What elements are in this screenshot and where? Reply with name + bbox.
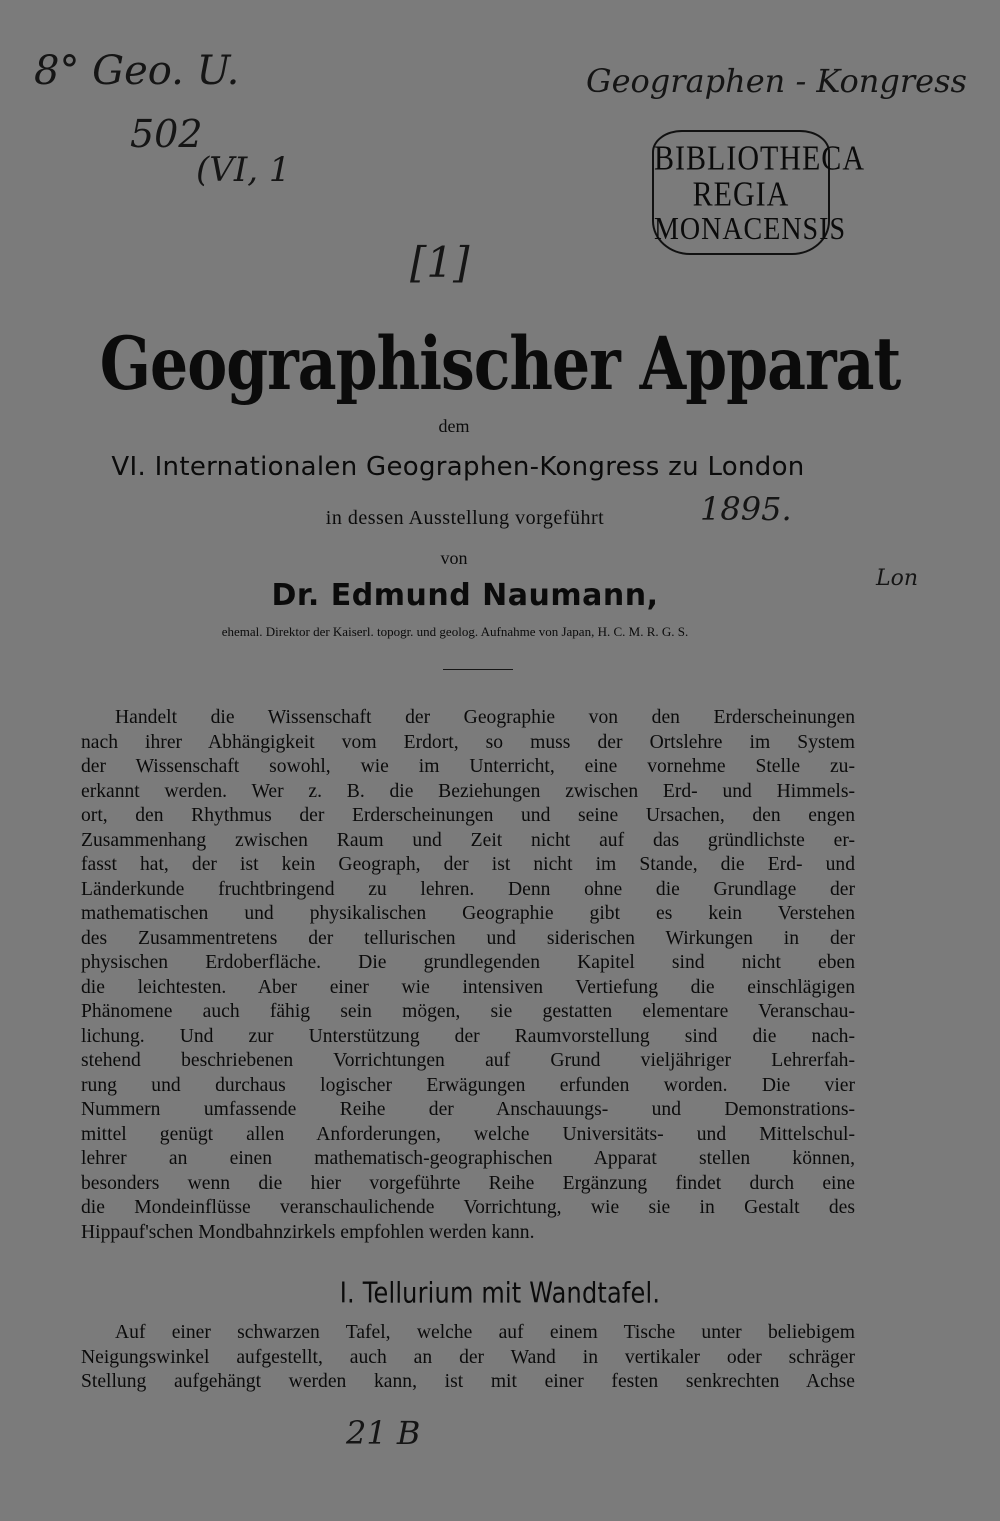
text-line: die Mondeinflüsse veranschaulichende Vorrichtung, wie sie in Gestalt des <box>81 1197 855 1218</box>
side-note: Lon <box>876 566 919 591</box>
presented-line: in dessen Ausstellung vorgeführt <box>325 507 605 529</box>
text-line: der Wissenschaft sowohl, wie im Unterricht, eine vornehme Stelle zu- <box>81 756 855 777</box>
stamp-line-3: MONACENSIS <box>654 211 847 248</box>
shelfmark-volume: (VI, 1 <box>196 150 291 190</box>
bracket-number: [1] <box>410 238 470 287</box>
text-line: Auf einer schwarzen Tafel, welche auf einem Tische unter beliebigem <box>115 1322 855 1343</box>
text-line: lichung. Und zur Unterstützung der Raumvorstellung sind die nach- <box>81 1025 855 1047</box>
text-line: fasst hat, der ist kein Geograph, der ist nicht im Stande, die Erd- und <box>81 854 855 875</box>
text-line: Handelt die Wissenschaft der Geographie von den Erderscheinungen <box>115 707 855 728</box>
text-line: mittel genügt allen Anforderungen, welche Universitäts- und Mittelschul- <box>81 1123 855 1145</box>
handwritten-top-right: Geographen - Kongress <box>586 62 967 100</box>
bottom-note: 21 B <box>346 1414 421 1452</box>
author-name: Dr. Edmund Naumann, <box>271 578 659 613</box>
text-line: mathematischen und physikalischen Geographie gibt es kein Verstehen <box>81 903 855 924</box>
text-line: besonders wenn die hier vorgeführte Reihe Ergänzung findet durch eine <box>81 1172 855 1194</box>
text-line: Stellung aufgehängt werden kann, ist mit einer festen senkrechten Achse <box>81 1371 855 1392</box>
congress-line: VI. Internationalen Geographen-Kongress zu London <box>111 452 805 482</box>
intro-paragraph <box>81 706 855 1245</box>
year-note: 1895. <box>700 490 792 528</box>
stamp-line-1: BIBLIOTHECA <box>654 139 865 178</box>
section-paragraph <box>81 1321 855 1395</box>
text-line: erkannt werden. Wer z. B. die Beziehungen zwischen Erd- und Himmels- <box>81 780 855 802</box>
text-line: physischen Erdoberfläche. Die grundlegenden Kapitel sind nicht eben <box>81 952 855 973</box>
author-subtitle: ehemal. Direktor der Kaiserl. topogr. und geolog. Aufnahme von Japan, H. C. M. R. G. S. <box>221 624 689 639</box>
text-line: Nummern umfassende Reihe der Anschauungs- und Demonstrations- <box>81 1099 855 1120</box>
text-line: Hippauf'schen Mondbahnzirkels empfohlen werden kann. <box>81 1221 535 1243</box>
text-line: Neigungswinkel aufgestellt, auch an der Wand in vertikaler oder schräger <box>81 1346 855 1368</box>
text-line: stehend beschriebenen Vorrichtungen auf Grund vieljähriger Lehrerfah- <box>81 1050 855 1071</box>
text-line: Länderkunde fruchtbringend zu lehren. Denn ohne die Grundlage der <box>81 878 855 900</box>
dem-text: dem <box>438 416 470 436</box>
stamp-line-2: REGIA <box>692 175 790 214</box>
von-text: von <box>440 548 468 568</box>
text-line: die leichtesten. Aber einer wie intensiven Vertiefung die einschlägigen <box>81 976 855 998</box>
shelfmark-number: 502 <box>130 112 203 156</box>
page-title: Geographischer Apparat <box>99 322 901 408</box>
text-line: Zusammenhang zwischen Raum und Zeit nicht auf das gründlichste er- <box>81 829 855 851</box>
library-stamp <box>652 130 865 255</box>
text-line: ort, den Rhythmus der Erderscheinungen und seine Ursachen, den engen <box>81 805 855 826</box>
text-line: des Zusammentretens der tellurischen und siderischen Wirkungen in der <box>81 927 855 949</box>
text-line: nach ihrer Abhängigkeit vom Erdort, so muss der Ortslehre im System <box>81 731 855 753</box>
text-line: Phänomene auch fähig sein mögen, sie gestatten elementare Veranschau- <box>81 1001 855 1022</box>
shelfmark-top-left: 8° Geo. U. <box>34 48 240 94</box>
section-heading: I. Tellurium mit Wandtafel. <box>339 1276 661 1310</box>
divider-rule <box>443 669 513 670</box>
text-line: lehrer an einen mathematisch-geographischen Apparat stellen können, <box>81 1148 855 1169</box>
text-line: rung und durchaus logischer Erwägungen erfunden worden. Die vier <box>81 1074 855 1096</box>
